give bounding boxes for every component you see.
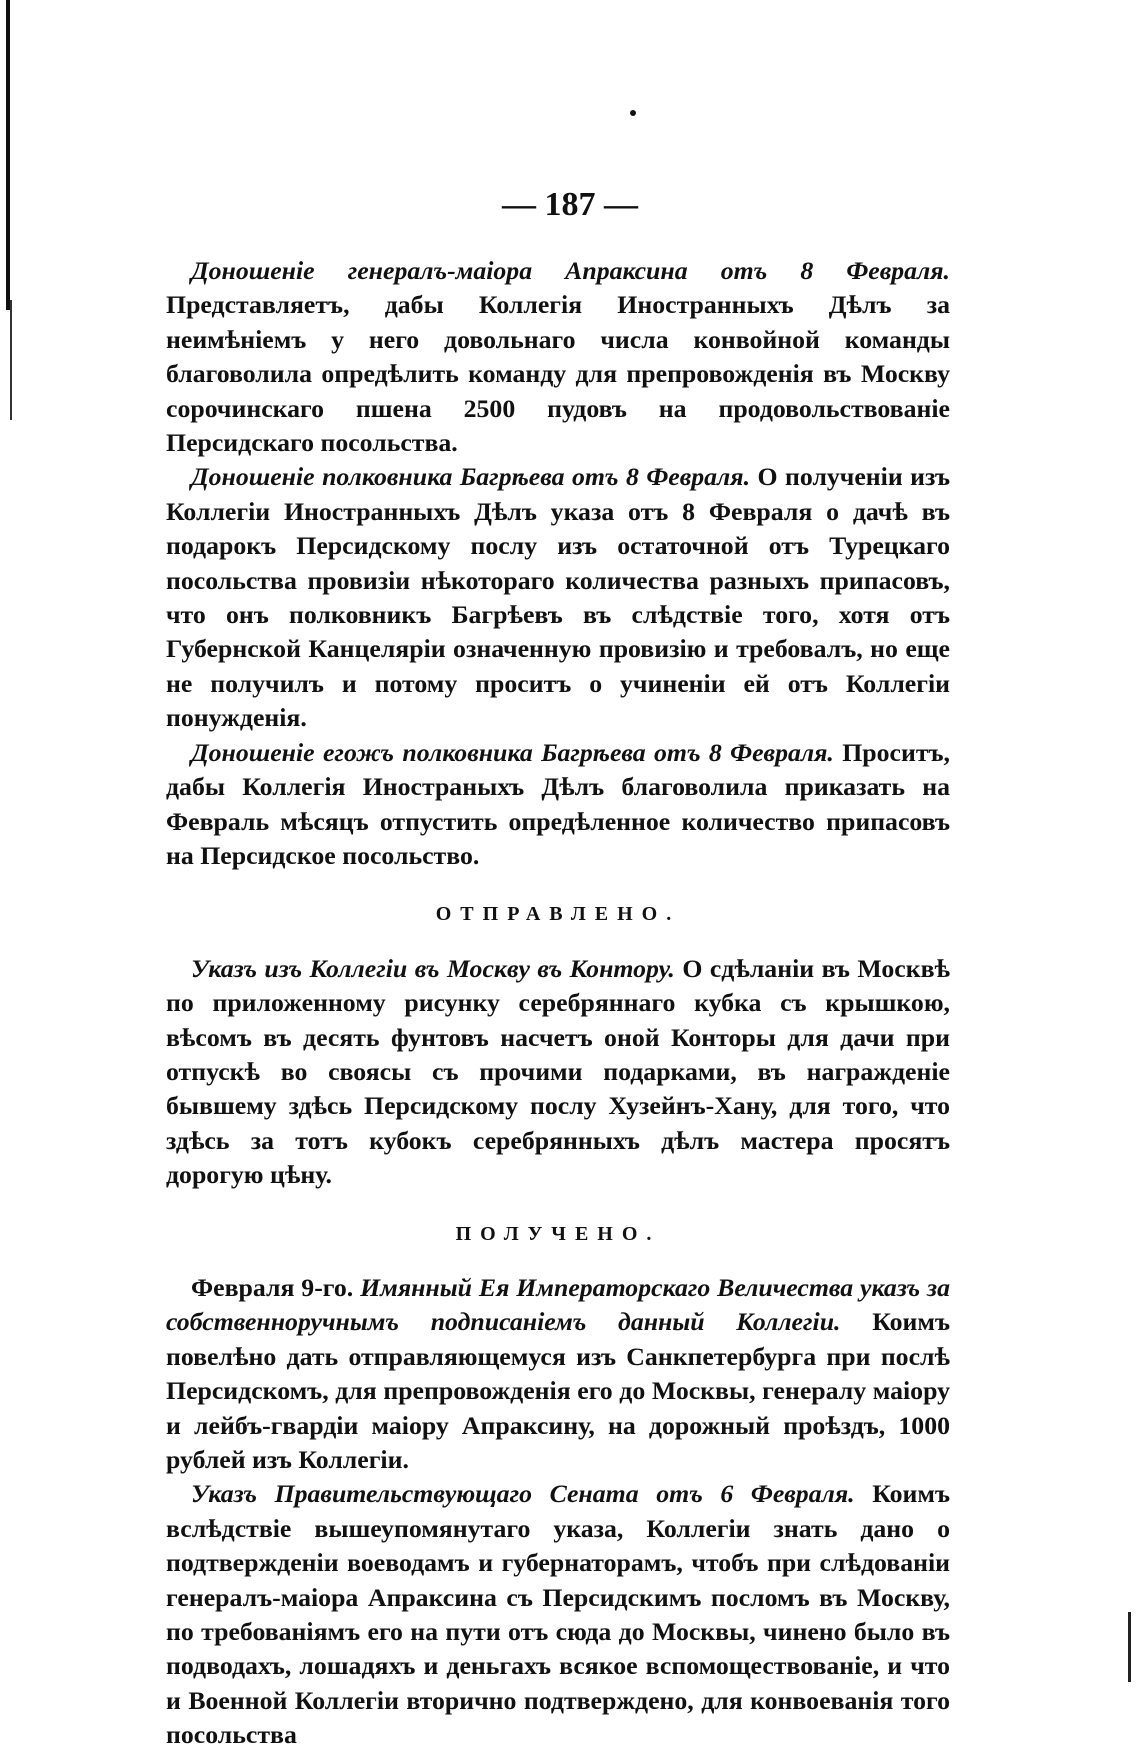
paragraph-text: Представляетъ, дабы Коллегія Иностранныхъ Дѣлъ за неимѣніемъ у него довольнаго числа конвойной команды благоволила опредѣлить команду для препровожденія въ Москву сорочинскаго пшена 2500 пудовъ на продовольствованіе Персидскаго посольства. bbox=[166, 290, 950, 458]
paragraph-lead: Доношеніе полковника Багрѣева отъ 8 Февраля. bbox=[191, 462, 751, 492]
paragraph-lead: Имянный Ея Императорскаго Величества указъ за собственноручнымъ подписаніемъ данный Коллегіи. bbox=[166, 1272, 950, 1337]
paragraph-lead: Указъ Правительствующаго Сената отъ 6 Февраля. bbox=[191, 1479, 855, 1509]
page-edge-mark bbox=[6, 0, 10, 310]
paragraph-lead: Доношеніе егожъ полковника Багрѣева отъ 8 Февраля. bbox=[191, 737, 834, 767]
section-heading-received: ПОЛУЧЕНО. bbox=[455, 1222, 661, 1245]
page-number: — 187 — bbox=[502, 186, 638, 223]
page-edge-mark-lower bbox=[10, 300, 12, 420]
right-edge-mark bbox=[1128, 1612, 1131, 1682]
paragraph-apraksin-report bbox=[166, 254, 950, 460]
paragraph-imperial-decree bbox=[166, 1271, 950, 1477]
paragraph-text: Коимъ повелѣно дать отправляющемуся изъ Санкпетербурга при послѣ Персидскомъ, для препровожденія его до Москвы, генералу маіору и лейбъ-гвардіи маіору Апраксину, на дорожный проѣздъ, 1000 рублей изъ Коллегіи. bbox=[166, 1307, 950, 1474]
text-column bbox=[166, 254, 950, 1753]
paragraph-bagreev-report bbox=[166, 460, 950, 735]
section-heading-sent: ОТПРАВЛЕНО. bbox=[435, 903, 681, 926]
paragraph-text: Коимъ вслѣдствіе вышеупомянутаго указа, Коллегіи знать дано о подтвержденіи воеводамъ и губернаторамъ, чтобъ при слѣдованіи генералъ-маіора Апраксина съ Персидскимъ посломъ въ Москву, по требованіямъ его на пути отъ сюда до Москвы, чинено было въ подводахъ, лошадяхъ и деньгахъ всякое вспомоществованіе, и что и Военной Коллегіи вторично подтверждено, для конвоеванія того посольства bbox=[166, 1479, 950, 1750]
paragraph-sent-decree bbox=[166, 952, 950, 1193]
paragraph-text: О сдѣланіи въ Москвѣ по приложенному рисунку серебряннаго кубка съ крышкою, вѣсомъ въ десять фунтовъ насчетъ оной Конторы для дачи при отпускѣ во своясы съ прочими подарками, въ награжденіе бывшему здѣсь Персидскому послу Хузейнъ-Хану, для того, что здѣсь за тотъ кубокъ серебрянныхъ дѣлъ мастера просятъ дорогую цѣну. bbox=[166, 953, 950, 1190]
paragraph-bagreev-second-report bbox=[166, 736, 950, 874]
paragraph-date: Февраля 9-го. bbox=[191, 1272, 354, 1302]
paragraph-text: О полученіи изъ Коллегіи Иностранныхъ Дѣлъ указа отъ 8 Февраля о дачѣ въ подарокъ Персидскому послу изъ остаточной отъ Турецкаго посольства провизіи нѣкотораго количества разныхъ припасовъ, что онъ полковникъ Багрѣевъ въ слѣдствіе того, хотя отъ Губернской Канцеляріи означенную провизію и требовалъ, но еще не получилъ и потому проситъ о учиненіи ей отъ Коллегіи понужденія. bbox=[166, 462, 950, 733]
paragraph-senate-decree bbox=[166, 1477, 950, 1752]
paragraph-lead: Указъ изъ Коллегіи въ Москву въ Контору. bbox=[191, 953, 675, 983]
paragraph-text: Проситъ, дабы Коллегія Иностраныхъ Дѣлъ благоволила приказать на Февраль мѣсяцъ отпустить опредѣленное количество припасовъ на Персидское посольство. bbox=[166, 737, 950, 870]
paragraph-lead: Доношеніе генералъ-маіора Апраксина отъ 8 Февраля. bbox=[191, 256, 950, 285]
ink-dot bbox=[630, 110, 636, 116]
